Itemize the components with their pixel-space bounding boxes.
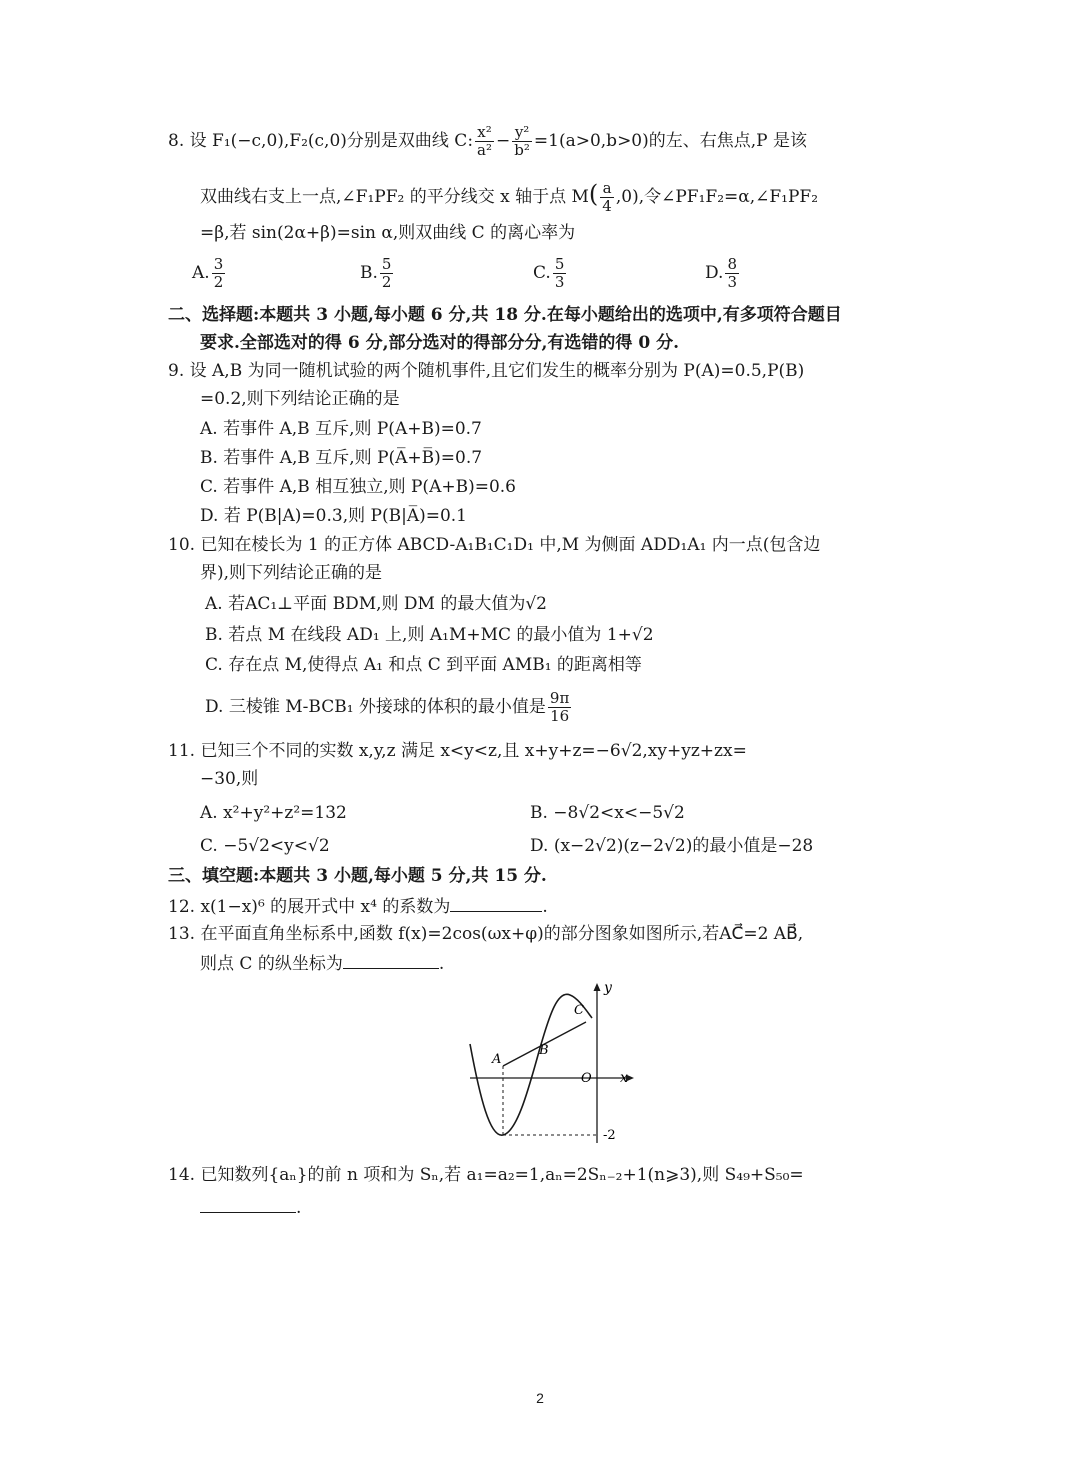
label-x: x [620, 1070, 628, 1086]
label-y: y [604, 980, 612, 996]
q10-option-c: C. 存在点 M,使得点 A₁ 和点 C 到平面 AMB₁ 的距离相等 [205, 655, 642, 675]
q8-option-d: D. $\frac{8}{3}$ [705, 255, 737, 291]
q9-option-c: C. 若事件 A,B 相互独立,则 P(A+B)=0.6 [200, 477, 516, 497]
q12-answer-blank[interactable] [450, 893, 542, 912]
q8-line3: =β,若 sin(2α+β)=sin α,则双曲线 C 的离心率为 [200, 223, 576, 243]
section2-heading-line2: 要求.全部选对的得 6 分,部分选对的得部分分,有选错的得 0 分. [200, 333, 680, 353]
q8-option-c: C. $\frac{5}{3}$ [533, 255, 565, 291]
q12-line: 12. x(1−x)⁶ 的展开式中 x⁴ 的系数为 . [168, 893, 918, 920]
q8-frac-x2-a2: $\frac{\text{x²}}{\text{a²}}$ [477, 123, 493, 159]
page-number: 2 [536, 1390, 544, 1406]
q9-option-b: B. 若事件 A,B 互斥,则 P(A̅+B̅)=0.7 [200, 448, 483, 468]
q13-cosine-graph [458, 978, 648, 1148]
q11-option-c: C. −5√2<y<√2 [200, 836, 330, 856]
q8-frac-y2-b2: $\frac{\text{y²}}{\text{b²}}$ [514, 123, 530, 159]
q13-line2: 则点 C 的纵坐标为 . [200, 950, 950, 977]
q14-answer-blank[interactable] [200, 1194, 296, 1213]
label-a: A [492, 1052, 502, 1067]
q11-line2: −30,则 [200, 769, 259, 789]
label-c: C [574, 1003, 584, 1018]
q9-option-d: D. 若 P(B|A)=0.3,则 P(B|A̅)=0.1 [200, 506, 468, 526]
q10-line1: 10. 已知在棱长为 1 的正方体 ABCD-A₁B₁C₁D₁ 中,M 为侧面 ADD₁A₁ 内一点(包含边 [168, 535, 821, 555]
q10-option-d: D. 三棱锥 M-BCB₁ 外接球的体积的最小值是 $\frac{9\pi}{16}$ [205, 689, 570, 725]
q10-line2: 界),则下列结论正确的是 [200, 563, 383, 583]
q14-line1: 14. 已知数列{aₙ}的前 n 项和为 Sₙ,若 a₁=a₂=1,aₙ=2Sₙ₋₂+1(n⩾3),则 S₄₉+S₅₀= [168, 1165, 804, 1185]
q11-option-a: A. x²+y²+z²=132 [200, 803, 347, 823]
q10-option-a: A. 若AC₁⊥平面 BDM,则 DM 的最大值为√2 [205, 594, 548, 614]
label-min-value: -2 [603, 1128, 616, 1143]
q11-line1: 11. 已知三个不同的实数 x,y,z 满足 x<y<z,且 x+y+z=−6√2,xy+yz+zx= [168, 741, 747, 761]
y-axis-arrow-icon [594, 983, 601, 991]
q8-option-b: B. $\frac{5}{2}$ [360, 255, 392, 291]
q11-option-d: D. (x−2√2)(z−2√2)的最小值是−28 [530, 836, 814, 856]
section2-heading-line1: 二、选择题:本题共 3 小题,每小题 6 分,共 18 分.在每小题给出的选项中,有多项符合题目 [168, 305, 842, 325]
q9-line1: 9. 设 A,B 为同一随机试验的两个随机事件,且它们发生的概率分别为 P(A)=0.5,P(B) [168, 361, 805, 381]
q8-line1: 8. 设 F₁(−c,0),F₂(c,0)分别是双曲线 C: $\frac{\text{x²}}{\text{a²}}$ − $\frac{\text{y²}}{\text{b²}}$ =1(a>0,b>0)的左、右焦点,P 是该 [168, 123, 808, 159]
section3-heading: 三、填空题:本题共 3 小题,每小题 5 分,共 15 分. [168, 866, 547, 886]
q13-answer-blank[interactable] [343, 950, 439, 969]
q8-line2: 双曲线右支上一点,∠F₁PF₂ 的平分线交 x 轴于点 M( $\frac{a}{4}$ ,0),令∠PF₁F₂=α,∠F₁PF₂ [200, 179, 819, 215]
q9-option-a: A. 若事件 A,B 互斥,则 P(A+B)=0.7 [200, 419, 482, 439]
q13-line1: 13. 在平面直角坐标系中,函数 f(x)=2cos(ωx+φ)的部分图象如图所示,若AC⃗=2 AB⃗, [168, 924, 804, 944]
q10-option-b: B. 若点 M 在线段 AD₁ 上,则 A₁M+MC 的最小值为 1+√2 [205, 625, 654, 645]
label-origin: O [581, 1071, 592, 1086]
label-b: B [539, 1043, 549, 1058]
q8-frac-a-4: $\frac{a}{4}$ [602, 179, 612, 215]
q11-option-b: B. −8√2<x<−5√2 [530, 803, 685, 823]
q8-option-a: A. $\frac{3}{2}$ [192, 255, 224, 291]
q14-line2: . [200, 1194, 950, 1221]
q9-line2: =0.2,则下列结论正确的是 [200, 389, 400, 409]
